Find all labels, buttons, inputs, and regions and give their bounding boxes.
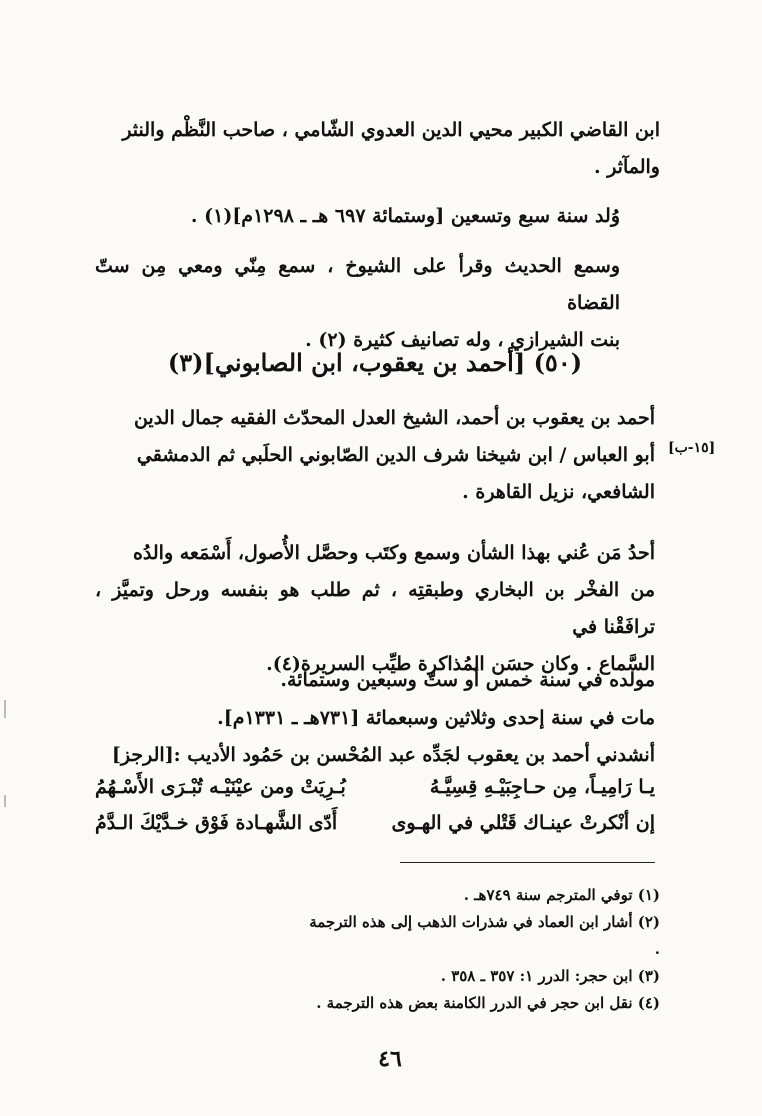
text-line: وسمع الحديث وقرأ على الشيوخ ، سمع مِنّي ومعي مِن ستّ القضاة [95,255,620,314]
footnote-separator [400,862,655,863]
text-line: أحدُ مَن عُني بهذا الشأن وسمع وكتَب وحصَّل الأُصول، أَسْمَعه والدُه [132,542,655,564]
text-line: أبو العباس / ابن شيخنا شرف الدين الصّابوني الحلَبي ثم الدمشقي [136,444,655,466]
scan-edge-mark [4,700,6,718]
text-line: أنشدني أحمد بن يعقوب لجَدِّه عبد المُحْسن بن حَمُود الأديب :[الرجز] [111,744,655,766]
verse-1-left-hemistich: بُـرِيَتْ ومن عيْنَيْـه تُبْـرَى الأَسْـهُمُ [95,776,346,798]
entry-recital-intro [95,737,655,774]
text-line: بنت الشيرازي ، وله تصانيف كثيرة (٢) . [305,329,620,351]
margin-folio-note: [١٥-ب] [668,440,716,456]
footnote: (٣) ابن حجر: الدرر ١: ٣٥٧ ـ ٣٥٨ . [440,967,660,985]
prev-entry-paragraph-1 [95,112,660,186]
footnote: (٢) أشار ابن العماد في شذرات الذهب إلى هذه الترجمة . [309,913,660,958]
entry-paragraph-1 [95,400,655,511]
footnote: (١) توفي المترجم سنة ٧٤٩هـ . [463,886,660,904]
text-line: والمآثر . [593,156,660,178]
prev-entry-paragraph-3 [95,248,620,359]
entry-heading: (٥٠) [أحمد بن يعقوب، ابن الصابوني](٣) [167,348,583,377]
footnotes [300,882,660,1017]
text-line: وُلد سنة سبع وتسعين [وستمائة ٦٩٧ هـ ـ ١٢٩٨م](١) . [190,205,620,227]
entry-paragraph-2 [95,535,655,683]
text-line: أحمد بن يعقوب بن أحمد، الشيخ العدل المحدّث الفقيه جمال الدين [133,407,655,429]
verse-1-right-hemistich: يـا رَامِيـاً، مِن حـاجِبَيْـهِ قِسِيَّـهُ [429,776,655,798]
entry-birth [95,662,655,699]
entry-death [95,700,655,737]
verse-2-left-hemistich: أَدّى الشَّهـادة فَوْق خـدَّيْكَ الـدَّمُ [95,812,338,834]
verse-2-right-hemistich: إن أنْكرتْ عينـاك قَتْلي في الهـوى [391,812,655,834]
text-line: الشافعي، نزيل القاهرة . [462,481,655,503]
text-line: ابن القاضي الكبير محيي الدين العدوي الشّامي ، صاحب النَّظْم والنثر [122,119,660,141]
prev-entry-birth [95,198,620,235]
text-line: مات في سنة إحدى وثلاثين وسبعمائة [٧٣١هـ ـ ١٣٣١م]. [217,707,655,729]
text-line: السَّماع . وكان حسَن المُذاكرة طيِّب السريرة(٤). [266,653,655,675]
page-number: ٤٦ [378,1046,402,1072]
footnote: (٤) نقل ابن حجر في الدرر الكامنة بعض هذه الترجمة . [316,994,660,1012]
text-line: من الفخْر بن البخاري وطبقتِه ، ثم طلب هو بنفسه ورحل وتميَّز ، ترافَقْنا في [95,579,655,638]
text-line: مولده في سنة خمس أو ستّ وسبعين وستمائة. [280,669,655,691]
scan-edge-mark [4,795,6,807]
